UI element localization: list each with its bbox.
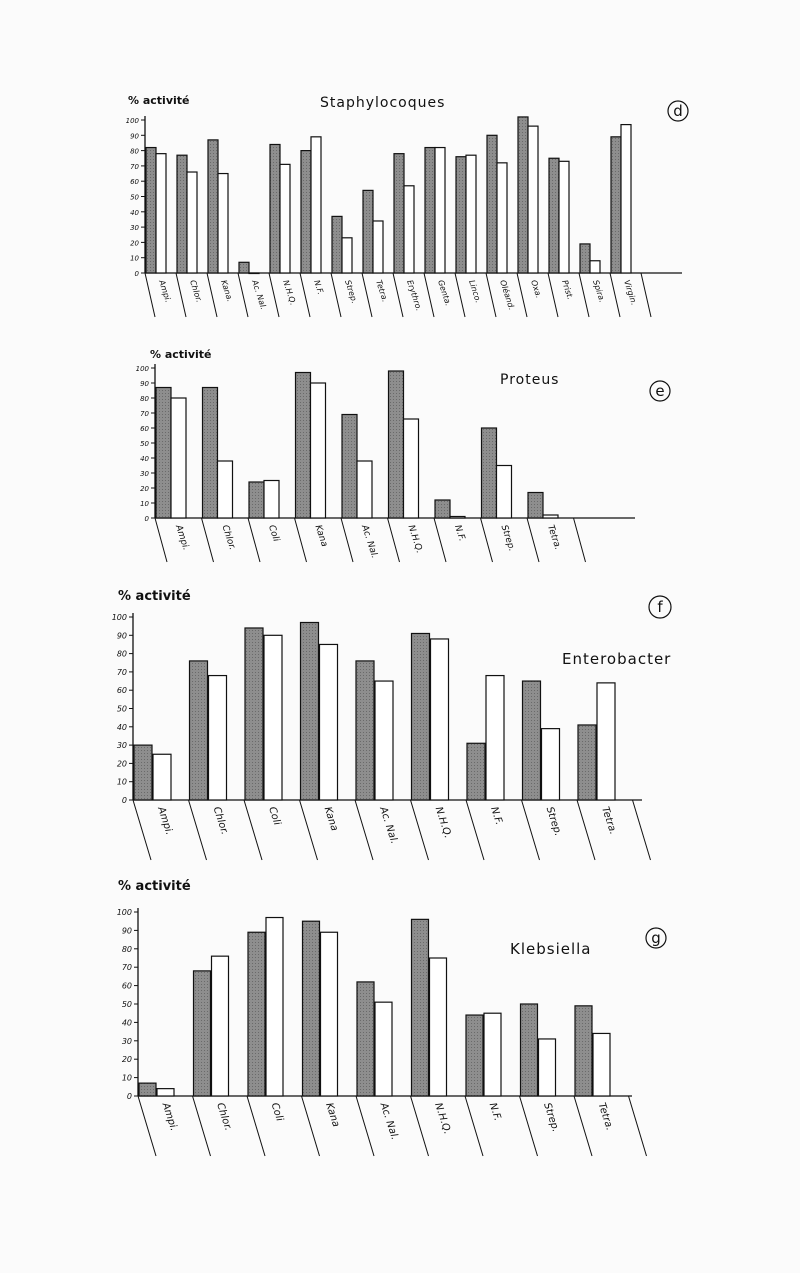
category-divider — [424, 273, 434, 317]
bar — [280, 164, 290, 273]
bar — [404, 419, 419, 518]
category-divider — [455, 273, 465, 317]
category-divider — [302, 1096, 320, 1156]
bar — [248, 932, 265, 1096]
y-tick-label: 0 — [144, 515, 149, 523]
category-label: Ampi. — [155, 805, 175, 837]
bar — [356, 661, 374, 800]
bar — [435, 500, 450, 518]
category-divider — [331, 273, 341, 317]
bar — [373, 221, 383, 273]
category-label: Oxa. — [529, 278, 544, 300]
category-label: Spira. — [591, 278, 607, 304]
bar — [264, 635, 282, 800]
category-label: Ampi. — [173, 523, 191, 552]
category-label: Tetra. — [599, 805, 619, 836]
bar — [435, 148, 445, 273]
bar — [611, 137, 621, 273]
bar — [597, 683, 615, 800]
category-label: Strep. — [541, 1101, 561, 1134]
category-label: Chlor. — [219, 523, 238, 552]
category-label: Ac. Nal. — [250, 278, 269, 311]
panel-letter: d — [673, 102, 683, 120]
y-tick-label: 50 — [116, 704, 127, 714]
y-tick-label: 70 — [130, 162, 139, 171]
category-label: Ampi. — [157, 278, 173, 304]
bar — [497, 466, 512, 519]
y-tick-label: 10 — [116, 777, 127, 787]
bar — [301, 151, 311, 273]
category-divider — [522, 800, 540, 860]
y-tick-label: 10 — [140, 500, 149, 508]
bar — [171, 398, 186, 518]
category-label: Coli — [266, 523, 281, 543]
category-divider — [362, 273, 372, 317]
bar — [203, 388, 218, 519]
category-label: Linco. — [467, 278, 483, 305]
bar — [194, 971, 211, 1096]
category-divider — [579, 273, 589, 317]
category-label: Kana — [321, 805, 340, 833]
y-tick-label: 40 — [121, 1018, 132, 1028]
category-divider — [138, 1096, 156, 1156]
category-divider — [481, 518, 493, 562]
bar — [575, 1006, 592, 1096]
bar — [156, 154, 166, 273]
category-label: Strep. — [343, 278, 360, 305]
bar — [578, 725, 596, 800]
bar — [187, 172, 197, 273]
bar — [580, 244, 590, 273]
bar — [523, 681, 541, 800]
bar — [177, 155, 187, 273]
bar — [484, 1013, 501, 1096]
bar — [590, 261, 600, 273]
category-label: N.F. — [488, 805, 505, 827]
y-tick-label: 20 — [121, 1055, 132, 1065]
bar — [486, 676, 504, 800]
chart-title: Staphylocoques — [320, 95, 446, 111]
category-label: N.H.Q. — [432, 805, 454, 840]
category-divider — [238, 273, 248, 317]
category-label: Ac. Nal. — [377, 805, 400, 846]
category-divider — [486, 273, 496, 317]
y-tick-label: 70 — [121, 963, 132, 973]
panel-letter: f — [657, 598, 663, 616]
category-divider — [527, 518, 539, 562]
category-divider — [247, 1096, 265, 1156]
y-tick-label: 20 — [130, 239, 139, 248]
category-divider — [393, 273, 403, 317]
bar — [521, 1004, 538, 1096]
bar — [357, 982, 374, 1096]
bar — [430, 958, 447, 1096]
chart-enterobacter — [112, 589, 672, 860]
category-label: Virgin. — [622, 278, 639, 307]
bar — [450, 517, 465, 519]
y-tick-label: 50 — [140, 440, 149, 448]
category-label: Chlor. — [210, 805, 230, 837]
category-label: Genta. — [436, 278, 453, 308]
category-label: Erythro. — [405, 278, 424, 313]
bar — [321, 932, 338, 1096]
bar — [389, 371, 404, 518]
category-divider — [300, 273, 310, 317]
category-divider — [155, 518, 167, 562]
y-tick-label: 80 — [121, 944, 132, 954]
bar — [466, 1015, 483, 1096]
y-tick-label: 70 — [140, 410, 149, 418]
bar — [218, 174, 228, 273]
y-tick-label: 90 — [116, 631, 127, 641]
bar — [342, 238, 352, 273]
category-divider — [133, 800, 151, 860]
chart-klebsiella — [117, 879, 666, 1156]
bar — [467, 743, 485, 800]
category-label: N.H.Q. — [432, 1101, 453, 1136]
chart-title: Klebsiella — [510, 940, 592, 958]
bar — [264, 481, 279, 519]
y-tick-label: 30 — [130, 224, 139, 233]
category-divider — [466, 800, 484, 860]
y-tick-label: 0 — [121, 796, 127, 805]
bar — [301, 622, 319, 800]
category-label: Ac. Nal. — [377, 1101, 400, 1142]
category-divider — [269, 273, 279, 317]
bar — [559, 161, 569, 273]
y-tick-label: 40 — [116, 722, 127, 732]
bar — [412, 919, 429, 1096]
bar — [153, 754, 171, 800]
category-divider — [207, 273, 217, 317]
category-divider — [633, 800, 651, 860]
bar — [528, 126, 538, 273]
bar — [528, 493, 543, 519]
y-tick-label: 80 — [116, 649, 127, 659]
category-divider — [520, 1096, 538, 1156]
bar — [311, 383, 326, 518]
y-tick-label: 90 — [121, 926, 132, 936]
y-axis-label: % activité — [118, 879, 191, 894]
category-label: Prist. — [560, 278, 575, 301]
bar — [482, 428, 497, 518]
y-tick-label: 0 — [126, 1092, 132, 1101]
bar — [332, 216, 342, 273]
y-tick-label: 100 — [116, 908, 132, 917]
y-tick-label: 10 — [130, 254, 139, 263]
bar — [134, 745, 152, 800]
bar — [218, 461, 233, 518]
bar — [296, 373, 311, 519]
bar — [208, 140, 218, 273]
category-label: Strep. — [498, 523, 517, 553]
panel-letter: e — [655, 382, 665, 400]
y-tick-label: 60 — [140, 425, 149, 433]
category-divider — [300, 800, 318, 860]
bar — [394, 154, 404, 273]
y-tick-label: 0 — [134, 270, 139, 278]
y-tick-label: 90 — [130, 132, 139, 141]
y-tick-label: 70 — [116, 667, 127, 677]
y-tick-label: 30 — [140, 470, 149, 478]
bar — [157, 1089, 174, 1096]
bar — [311, 137, 321, 273]
bar — [542, 729, 560, 800]
chart-title: Enterobacter — [562, 650, 672, 668]
category-divider — [411, 800, 429, 860]
category-label: Oléand. — [498, 278, 517, 312]
category-divider — [356, 1096, 374, 1156]
bar — [190, 661, 208, 800]
category-label: Chlor. — [188, 278, 204, 304]
y-tick-label: 40 — [140, 455, 149, 463]
y-axis-label: % activité — [128, 94, 190, 107]
bar — [249, 273, 259, 274]
y-tick-label: 20 — [116, 759, 127, 769]
category-divider — [145, 273, 155, 317]
y-tick-label: 50 — [121, 1000, 132, 1009]
bar — [146, 148, 156, 273]
y-tick-label: 20 — [140, 485, 149, 493]
category-label: Kana. — [219, 278, 235, 303]
category-divider — [465, 1096, 483, 1156]
category-label: Kana — [312, 523, 329, 549]
category-divider — [189, 800, 207, 860]
category-divider — [517, 273, 527, 317]
bar — [543, 515, 558, 518]
y-tick-label: 30 — [116, 741, 127, 751]
bar — [320, 644, 338, 800]
category-label: Chlor. — [214, 1101, 234, 1133]
y-axis-label: % activité — [118, 589, 191, 604]
y-tick-label: 80 — [140, 395, 149, 403]
category-label: Ampi. — [159, 1101, 180, 1133]
bar — [539, 1039, 556, 1096]
bar — [363, 190, 373, 273]
category-divider — [434, 518, 446, 562]
bar — [156, 388, 171, 519]
category-label: Strep. — [543, 805, 564, 838]
y-axis-label: % activité — [150, 348, 212, 361]
category-divider — [355, 800, 373, 860]
y-tick-label: 100 — [125, 117, 139, 125]
category-label: Ac. Nal. — [359, 523, 380, 560]
bar — [456, 157, 466, 273]
bar — [466, 155, 476, 273]
category-divider — [388, 518, 400, 562]
bar — [621, 125, 631, 273]
category-divider — [202, 518, 214, 562]
category-label: N.F. — [312, 278, 326, 296]
bar — [245, 628, 263, 800]
category-divider — [548, 273, 558, 317]
bar — [212, 956, 229, 1096]
category-label: Coli — [266, 805, 283, 827]
y-tick-label: 100 — [135, 365, 149, 373]
y-tick-label: 40 — [130, 208, 139, 217]
category-divider — [629, 1096, 647, 1156]
category-label: Coli — [268, 1101, 285, 1123]
plot-area — [126, 116, 682, 317]
chart-title: Proteus — [500, 372, 560, 388]
category-label: N.F. — [452, 523, 467, 543]
bar — [431, 639, 449, 800]
bar — [518, 117, 528, 273]
bar — [425, 148, 435, 273]
y-tick-label: 30 — [121, 1036, 132, 1046]
bar — [266, 918, 283, 1096]
bar — [375, 681, 393, 800]
bar — [593, 1033, 610, 1096]
category-divider — [193, 1096, 211, 1156]
chart-proteus — [136, 348, 670, 562]
bar — [549, 158, 559, 273]
y-tick-label: 60 — [130, 178, 139, 187]
bar — [404, 186, 414, 273]
category-label: N.F. — [486, 1101, 503, 1123]
plot-area — [136, 364, 635, 562]
category-divider — [641, 273, 651, 317]
y-tick-label: 60 — [116, 686, 127, 696]
category-divider — [341, 518, 353, 562]
category-divider — [610, 273, 620, 317]
bar — [209, 676, 227, 800]
category-divider — [411, 1096, 429, 1156]
bar — [303, 921, 320, 1096]
y-tick-label: 50 — [130, 193, 139, 202]
bar — [375, 1002, 392, 1096]
category-divider — [295, 518, 307, 562]
category-divider — [574, 518, 586, 562]
bar — [249, 482, 264, 518]
panel-letter: g — [651, 929, 661, 947]
y-tick-label: 100 — [111, 613, 127, 622]
category-divider — [248, 518, 260, 562]
category-label: Tetra. — [595, 1101, 615, 1132]
category-divider — [244, 800, 262, 860]
category-label: Tetra. — [374, 278, 390, 304]
category-divider — [574, 1096, 592, 1156]
y-tick-label: 10 — [121, 1073, 132, 1083]
bar — [412, 633, 430, 800]
y-tick-label: 90 — [140, 380, 149, 388]
category-label: N.H.Q. — [405, 523, 425, 555]
category-label: Tetra. — [545, 523, 563, 552]
bar — [239, 262, 249, 273]
bar — [357, 461, 372, 518]
bar — [497, 163, 507, 273]
category-divider — [577, 800, 595, 860]
category-label: Kana — [323, 1101, 342, 1129]
category-label: N.H.Q. — [281, 278, 298, 307]
bar — [270, 144, 280, 273]
bar — [487, 135, 497, 273]
category-divider — [176, 273, 186, 317]
bar — [342, 415, 357, 519]
y-tick-label: 80 — [130, 147, 139, 156]
chart-staphylocoques — [126, 94, 688, 317]
bar — [139, 1083, 156, 1096]
y-tick-label: 60 — [121, 981, 132, 991]
